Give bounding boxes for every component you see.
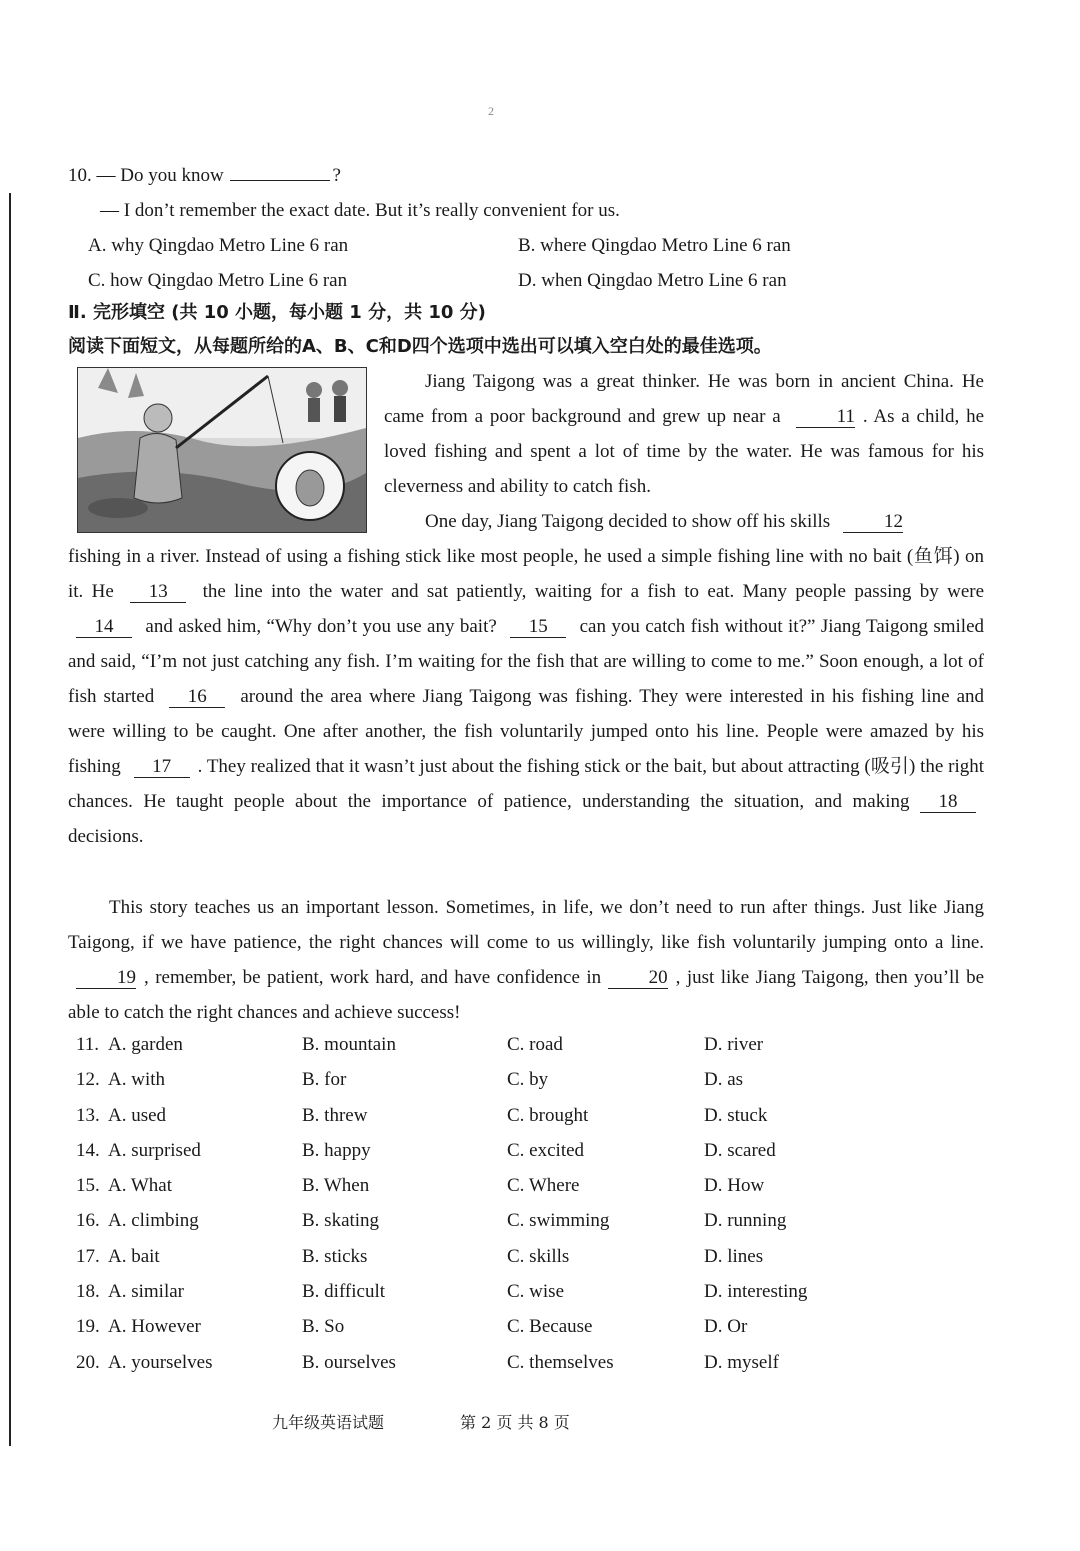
choice-b: B. difficult <box>302 1281 386 1303</box>
choice-row-16 <box>76 1203 936 1238</box>
choice-number: 11. <box>76 1034 100 1055</box>
q10-blank <box>230 162 330 181</box>
choice-d: D. interesting <box>704 1281 808 1303</box>
passage-text: . As a child, he loved fishing and spent a lot of time by the water. He was famous for his cleverness and ability to catch fish. <box>384 406 984 497</box>
choice-a: A. surprised <box>108 1139 201 1161</box>
choice-row-12 <box>76 1062 936 1097</box>
q10-prompt-end: ? <box>332 165 341 186</box>
choice-number: 18. <box>76 1281 100 1303</box>
passage-text: Jiang Taigong was a great thinker. He was born in ancient China. He came from a poor background and grew up near a <box>384 371 984 427</box>
q10-options-row-2 <box>68 263 988 298</box>
passage-text: decisions. <box>68 826 144 847</box>
choice-c: C. brought <box>507 1104 589 1126</box>
choice-d: D. river <box>704 1034 764 1055</box>
blank-19: 19 <box>76 968 136 989</box>
choice-row-15 <box>76 1168 936 1203</box>
choice-a: A. climbing <box>108 1210 199 1232</box>
choice-b: B. happy <box>302 1139 371 1161</box>
blank-11: 11 <box>796 407 855 428</box>
q10-options-row-1 <box>68 228 988 263</box>
choice-c: C. road <box>507 1034 563 1055</box>
binding-margin-line <box>9 193 11 1446</box>
choice-d: D. How <box>704 1175 765 1197</box>
choice-row-18 <box>76 1274 936 1309</box>
choice-a: A. bait <box>108 1245 160 1267</box>
choice-c: C. themselves <box>507 1351 614 1373</box>
blank-14: 14 <box>76 617 132 638</box>
choice-number: 19. <box>76 1316 100 1338</box>
choice-b: B. So <box>302 1316 345 1338</box>
blank-18: 18 <box>920 792 976 813</box>
choice-d: D. stuck <box>704 1104 768 1126</box>
choice-number: 12. <box>76 1069 100 1091</box>
choice-row-14 <box>76 1133 936 1168</box>
choice-b: B. for <box>302 1069 347 1091</box>
choice-b: B. ourselves <box>302 1351 396 1373</box>
q10-option-a: A. why Qingdao Metro Line 6 ran <box>88 235 349 256</box>
choice-c: C. by <box>507 1069 549 1091</box>
choice-number: 16. <box>76 1210 100 1232</box>
page-marker: 2 <box>488 104 494 118</box>
passage-text: . They realized that it wasn’t just about the fishing stick or the bait, but about attracting (吸引) the right chances. He taught people about the importance of patience, understanding the situation, and making <box>68 756 985 812</box>
passage-text: around the area where Jiang Taigong was fishing. They were interested in his fishing line and were willing to be caught. One after another, the fish voluntarily jumped onto his line. People were amazed by his fishing <box>68 686 985 777</box>
passage-text: fishing in a river. Instead of using a fishing stick like most people, he used a simple fishing line with no bait (鱼饵) on it. He <box>68 546 984 602</box>
choice-a: A. similar <box>108 1281 184 1303</box>
choice-c: C. Because <box>507 1316 593 1338</box>
choice-a: A. yourselves <box>108 1351 213 1373</box>
blank-16: 16 <box>169 687 225 708</box>
passage-text: , just like Jiang Taigong, then you’ll be able to catch the right chances and achieve success! <box>68 967 984 1023</box>
choice-d: D. Or <box>704 1316 748 1338</box>
choice-c: C. swimming <box>507 1210 610 1232</box>
section-instruction: 阅读下面短文，从每题所给的A、B、C和D四个选项中选出可以填入空白处的最佳选项。 <box>68 336 772 357</box>
paragraph-2-first-line <box>68 504 984 539</box>
choice-d: D. scared <box>704 1139 776 1161</box>
passage-text: This story teaches us an important lesson. Sometimes, in life, we don’t need to run after things. Just like Jiang Taigong, if we have patience, the right chances will come to us willingly, like fish voluntarily jumping onto a line. <box>68 897 984 953</box>
q10-prompt: 10. — Do you know <box>68 165 224 186</box>
choice-d: D. as <box>704 1069 744 1091</box>
choice-a: A. What <box>108 1175 173 1197</box>
choice-number: 15. <box>76 1175 100 1197</box>
choice-a: A. garden <box>108 1034 183 1055</box>
choice-c: C. wise <box>507 1281 564 1303</box>
passage-text: One day, Jiang Taigong decided to show off his skills <box>425 511 831 532</box>
section-title: Ⅱ. 完形填空 (共 10 小题，每小题 1 分，共 10 分) <box>68 302 486 323</box>
choice-number: 13. <box>76 1104 100 1126</box>
blank-15: 15 <box>510 617 566 638</box>
passage-text: , remember, be patient, work hard, and have confidence in <box>144 967 602 988</box>
passage-paragraph-3 <box>68 890 984 1030</box>
choice-b: B. mountain <box>302 1034 396 1055</box>
choice-b: B. skating <box>302 1210 380 1232</box>
choice-b: B. threw <box>302 1104 368 1126</box>
passage-paragraph-1 <box>384 364 984 504</box>
blank-17: 17 <box>134 757 190 778</box>
choice-row-13 <box>76 1098 936 1133</box>
choice-c: C. skills <box>507 1245 570 1267</box>
choice-number: 20. <box>76 1351 100 1373</box>
q10-reply: — I don’t remember the exact date. But it’s really convenient for us. <box>100 200 620 221</box>
choice-number: 17. <box>76 1245 100 1267</box>
blank-13: 13 <box>130 582 186 603</box>
choice-row-19 <box>76 1309 936 1344</box>
passage-text: the line into the water and sat patiently, waiting for a fish to eat. Many people passing by were <box>202 581 985 602</box>
choice-row-11 <box>76 1027 936 1062</box>
footer-page-count: 第 2 页 共 8 页 <box>460 1413 570 1432</box>
page-footer <box>272 1410 570 1433</box>
choice-a: A. with <box>108 1069 165 1091</box>
choice-row-20 <box>76 1345 936 1380</box>
q10-option-b: B. where Qingdao Metro Line 6 ran <box>518 235 791 256</box>
choice-row-17 <box>76 1239 936 1274</box>
q10-prompt-line <box>68 158 988 193</box>
choice-b: B. sticks <box>302 1245 368 1267</box>
choice-c: C. excited <box>507 1139 585 1161</box>
passage-text: and asked him, “Why don’t you use any bait? <box>145 616 497 637</box>
choices-list <box>76 1027 936 1380</box>
choice-c: C. Where <box>507 1175 580 1197</box>
choice-a: A. used <box>108 1104 167 1126</box>
q10-option-c: C. how Qingdao Metro Line 6 ran <box>88 270 348 291</box>
footer-exam-title: 九年级英语试题 <box>272 1413 385 1432</box>
q10-option-d: D. when Qingdao Metro Line 6 ran <box>518 270 787 291</box>
choice-a: A. However <box>108 1316 201 1338</box>
blank-12: 12 <box>843 512 903 533</box>
choice-number: 14. <box>76 1139 100 1161</box>
choice-d: D. lines <box>704 1245 764 1267</box>
question-10 <box>68 158 988 298</box>
choice-d: D. myself <box>704 1351 779 1373</box>
choice-d: D. running <box>704 1210 787 1232</box>
passage-paragraph-2 <box>68 504 984 854</box>
passage-text: can you catch fish without it?” Jiang Taigong smiled and said, “I’m not just catching any fish. I’m waiting for the fish that are willing to come to me.” Soon enough, a lot of fish started <box>68 616 985 707</box>
choice-b: B. When <box>302 1175 370 1197</box>
blank-20: 20 <box>608 968 668 989</box>
